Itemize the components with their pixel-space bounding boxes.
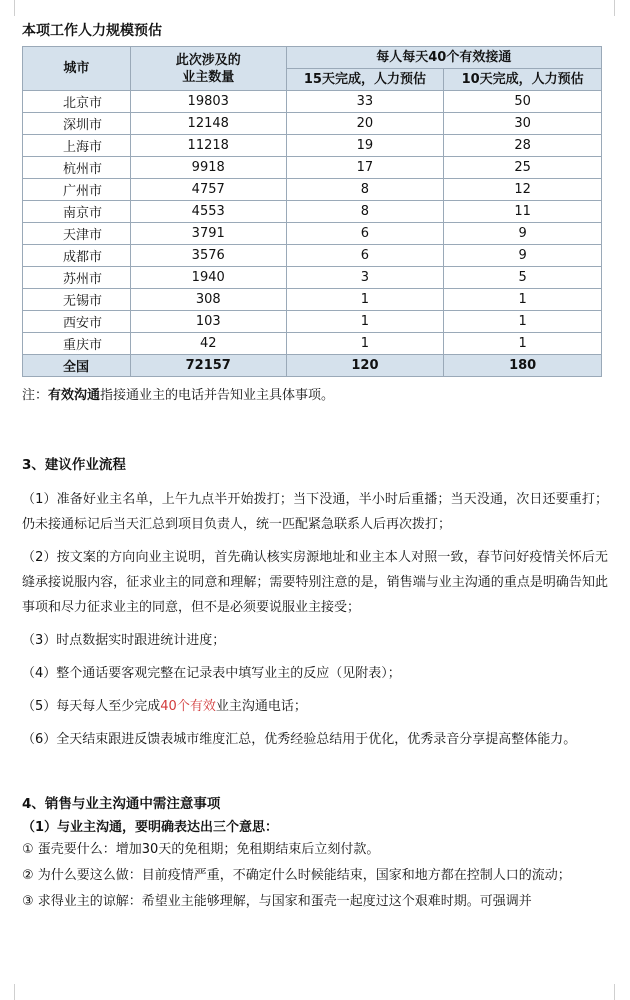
cell-10days: 25 <box>444 157 602 179</box>
cell-15days: 1 <box>286 311 444 333</box>
note-rest: 指接通业主的电话并告知业主具体事项。 <box>100 388 335 403</box>
header-owners-line1: 此次涉及的 <box>175 52 241 68</box>
cell-15days: 8 <box>286 201 444 223</box>
table-row <box>23 201 602 223</box>
cell-10days: 30 <box>444 113 602 135</box>
header-city: 城市 <box>23 47 131 91</box>
cell-15days: 1 <box>286 289 444 311</box>
cell-owners: 4553 <box>130 201 286 223</box>
section4-item1: ① 蛋壳要什么：增加30天的免租期；免租期结束后立刻付款。 <box>22 842 380 857</box>
cell-10days: 12 <box>444 179 602 201</box>
cell-city: 成都市 <box>23 245 131 267</box>
table-row <box>23 157 602 179</box>
cell-10days: 11 <box>444 201 602 223</box>
cell-15days: 6 <box>286 223 444 245</box>
cell-owners: 3576 <box>130 245 286 267</box>
cell-city: 苏州市 <box>23 267 131 289</box>
crop-mark <box>614 984 615 1000</box>
cell-15days: 120 <box>286 355 444 377</box>
section4-item3: ③ 求得业主的谅解：希望业主能够理解，与国家和蛋壳一起度过这个艰难时期。可强调并 <box>22 894 532 909</box>
cell-15days: 20 <box>286 113 444 135</box>
table-row <box>23 311 602 333</box>
table-body <box>23 91 602 377</box>
note-bold: 有效沟通 <box>48 388 101 403</box>
cell-city: 西安市 <box>23 311 131 333</box>
section3-p2: （2）按文案的方向向业主说明，首先确认核实房源地址和业主本人对照一致，春节问好疫情关怀后无缝承接说服内容，征求业主的同意和理解；需要特别注意的是，销售端与业主沟通的重点是明确告知此事项和尽力征求业主的同意，但不是必须要说服业主接受； <box>22 550 608 615</box>
header-10days: 10天完成，人力预估 <box>444 69 602 91</box>
cell-city: 北京市 <box>23 91 131 113</box>
table-row <box>23 223 602 245</box>
section3-p6: （6）全天结束跟进反馈表城市维度汇总，优秀经验总结用于优化，优秀录音分享提高整体能力。 <box>22 732 577 747</box>
cell-city: 深圳市 <box>23 113 131 135</box>
table-row <box>23 333 602 355</box>
cell-owners: 308 <box>130 289 286 311</box>
cell-owners: 42 <box>130 333 286 355</box>
header-owners <box>130 47 286 91</box>
table-row <box>23 91 602 113</box>
cell-15days: 19 <box>286 135 444 157</box>
cell-city: 杭州市 <box>23 157 131 179</box>
cell-10days: 9 <box>444 223 602 245</box>
crop-mark <box>14 0 15 16</box>
section3-p1: （1）准备好业主名单，上午九点半开始拨打；当下没通，半小时后重播；当天没通，次日还要重打；仍未接通标记后当天汇总到项目负责人，统一匹配紧急联系人后再次拨打； <box>22 492 608 532</box>
cell-owners: 3791 <box>130 223 286 245</box>
table-row <box>23 245 602 267</box>
cell-city: 南京市 <box>23 201 131 223</box>
cell-city: 全国 <box>23 355 131 377</box>
header-owners-line2: 业主数量 <box>182 69 235 85</box>
note-prefix: 注： <box>22 388 49 403</box>
header-group: 每人每天40个有效接通 <box>286 47 601 69</box>
table-note <box>22 384 608 403</box>
table-total-row <box>23 355 602 377</box>
cell-10days: 1 <box>444 333 602 355</box>
section4-item2: ② 为什么要这么做：目前疫情严重，不确定什么时候能结束，国家和地方都在控制人口的流动； <box>22 868 571 883</box>
section3-title: 3、建议作业流程 <box>22 457 126 473</box>
cell-10days: 1 <box>444 289 602 311</box>
cell-owners: 1940 <box>130 267 286 289</box>
cell-city: 重庆市 <box>23 333 131 355</box>
manpower-table <box>22 46 602 377</box>
crop-mark <box>614 0 615 16</box>
p5-b: 业主沟通电话； <box>215 699 307 714</box>
p5-highlight: 40个有效 <box>160 699 216 714</box>
cell-15days: 1 <box>286 333 444 355</box>
cell-10days: 28 <box>444 135 602 157</box>
section4-title: 4、销售与业主沟通中需注意事项 <box>22 796 221 812</box>
cell-owners: 103 <box>130 311 286 333</box>
cell-15days: 17 <box>286 157 444 179</box>
header-15days: 15天完成，人力预估 <box>286 69 444 91</box>
cell-owners: 4757 <box>130 179 286 201</box>
cell-10days: 180 <box>444 355 602 377</box>
cell-10days: 5 <box>444 267 602 289</box>
section3-p5 <box>22 694 608 719</box>
cell-owners: 11218 <box>130 135 286 157</box>
section3-p3: （3）时点数据实时跟进统计进度； <box>22 633 226 648</box>
section3-p4: （4）整个通话要客观完整在记录表中填写业主的反应（见附表）； <box>22 666 401 681</box>
cell-owners: 72157 <box>130 355 286 377</box>
cell-10days: 50 <box>444 91 602 113</box>
cell-owners: 19803 <box>130 91 286 113</box>
document-page <box>22 8 608 917</box>
table-row <box>23 179 602 201</box>
section4-sub: （1）与业主沟通，要明确表达出三个意思： <box>22 820 279 835</box>
table-row <box>23 289 602 311</box>
table-row <box>23 113 602 135</box>
cell-10days: 9 <box>444 245 602 267</box>
cell-city: 无锡市 <box>23 289 131 311</box>
table-row <box>23 267 602 289</box>
crop-mark <box>14 984 15 1000</box>
cell-15days: 8 <box>286 179 444 201</box>
p5-a: （5）每天每人至少完成 <box>22 699 161 714</box>
cell-15days: 33 <box>286 91 444 113</box>
table-title: 本项工作人力规模预估 <box>22 23 162 39</box>
cell-city: 广州市 <box>23 179 131 201</box>
cell-owners: 12148 <box>130 113 286 135</box>
cell-15days: 6 <box>286 245 444 267</box>
cell-city: 天津市 <box>23 223 131 245</box>
cell-owners: 9918 <box>130 157 286 179</box>
cell-15days: 3 <box>286 267 444 289</box>
table-row <box>23 135 602 157</box>
cell-city: 上海市 <box>23 135 131 157</box>
cell-10days: 1 <box>444 311 602 333</box>
